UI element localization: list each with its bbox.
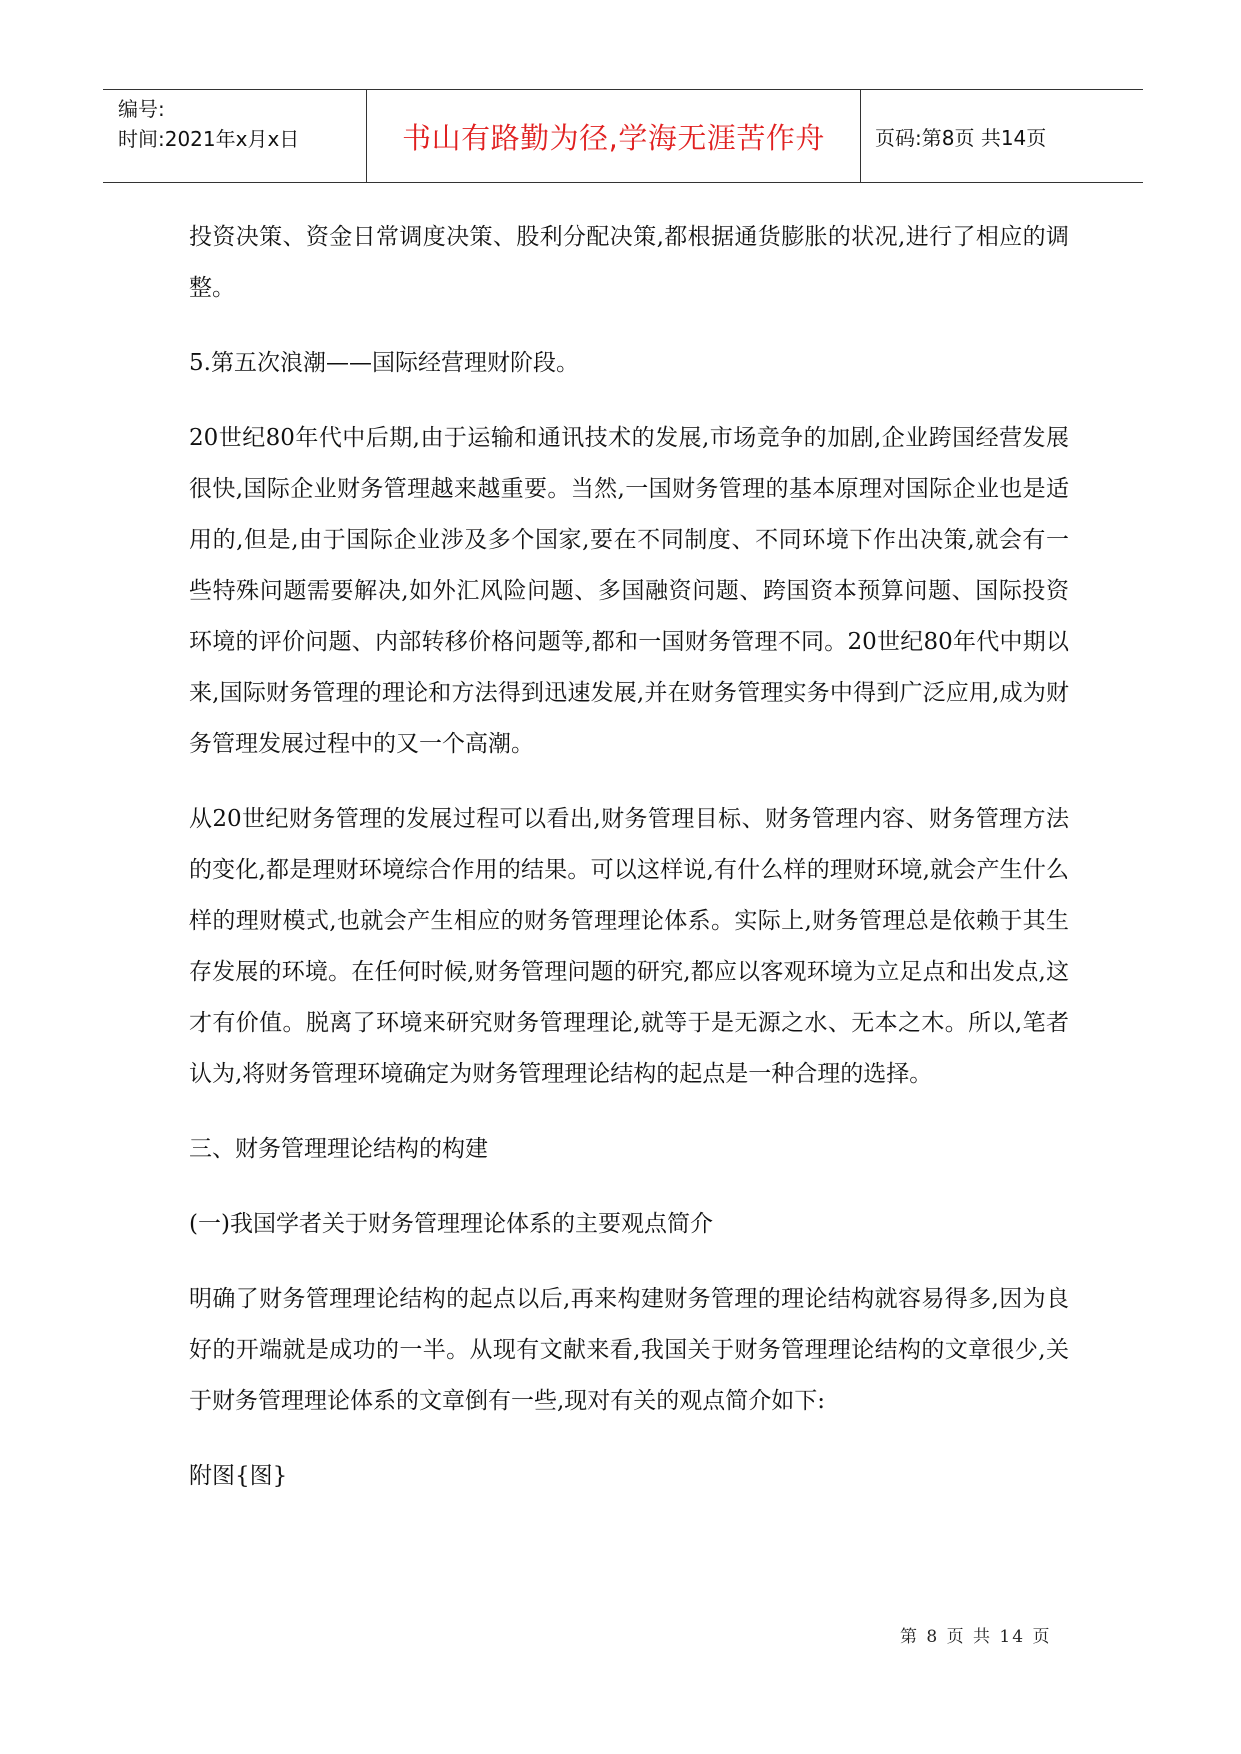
header-page-cell — [861, 90, 1143, 182]
document-number-label: 编号: — [118, 97, 165, 121]
paragraph-continuation: 投资决策、资金日常调度决策、股利分配决策,都根据通货膨胀的状况,进行了相应的调整。 — [189, 224, 1069, 301]
header-page-info: 页码:第8页 共14页 — [875, 125, 1047, 150]
header-motto-cell — [367, 90, 861, 182]
section-heading-theory-structure: 三、财务管理理论结构的构建 — [189, 1136, 488, 1162]
section-heading-fifth-wave: 5.第五次浪潮——国际经营理财阶段。 — [189, 350, 579, 376]
figure-placeholder: 附图{图} — [189, 1463, 288, 1489]
paragraph-international-finance: 20世纪80年代中后期,由于运输和通讯技术的发展,市场竞争的加剧,企业跨国经营发展很快,国际企业财务管理越来越重要。当然,一国财务管理的基本原理对国际企业也是适用的,但是,由于国际企业涉及多个国家,要在不同制度、不同环境下作出决策,就会有一些特殊问题需要解决,如外汇风险问题、多国融资问题、跨国资本预算问题、国际投资环境的评价问题、内部转移价格问题等,都和一国财务管理不同。20世纪80年代中期以来,国际财务管理的理论和方法得到迅速发展,并在财务管理实务中得到广泛应用,成为财务管理发展过程中的又一个高潮。 — [189, 425, 1069, 757]
header-meta — [103, 90, 367, 182]
document-time-label: 时间:2021年x月x日 — [118, 127, 300, 151]
paragraph-environment-conclusion: 从20世纪财务管理的发展过程可以看出,财务管理目标、财务管理内容、财务管理方法的变化,都是理财环境综合作用的结果。可以这样说,有什么样的理财环境,就会产生什么样的理财模式,也就会产生相应的财务管理理论体系。实际上,财务管理总是依赖于其生存发展的环境。在任何时候,财务管理问题的研究,都应以客观环境为立足点和出发点,这才有价值。脱离了环境来研究财务管理理论,就等于是无源之水、无本之木。所以,笔者认为,将财务管理环境确定为财务管理理论结构的起点是一种合理的选择。 — [189, 806, 1069, 1087]
paragraph-views-intro: 明确了财务管理理论结构的起点以后,再来构建财务管理的理论结构就容易得多,因为良好的开端就是成功的一半。从现有文献来看,我国关于财务管理理论结构的文章很少,关于财务管理理论体系的文章倒有一些,现对有关的观点简介如下: — [189, 1286, 1069, 1414]
document-body — [189, 212, 1069, 1502]
page-footer: 第 8 页 共 14 页 — [900, 1627, 1052, 1647]
page-header — [103, 89, 1143, 183]
subsection-heading-scholar-views: (一)我国学者关于财务管理理论体系的主要观点简介 — [189, 1211, 713, 1237]
header-motto: 书山有路勤为径,学海无涯苦作舟 — [402, 120, 825, 155]
